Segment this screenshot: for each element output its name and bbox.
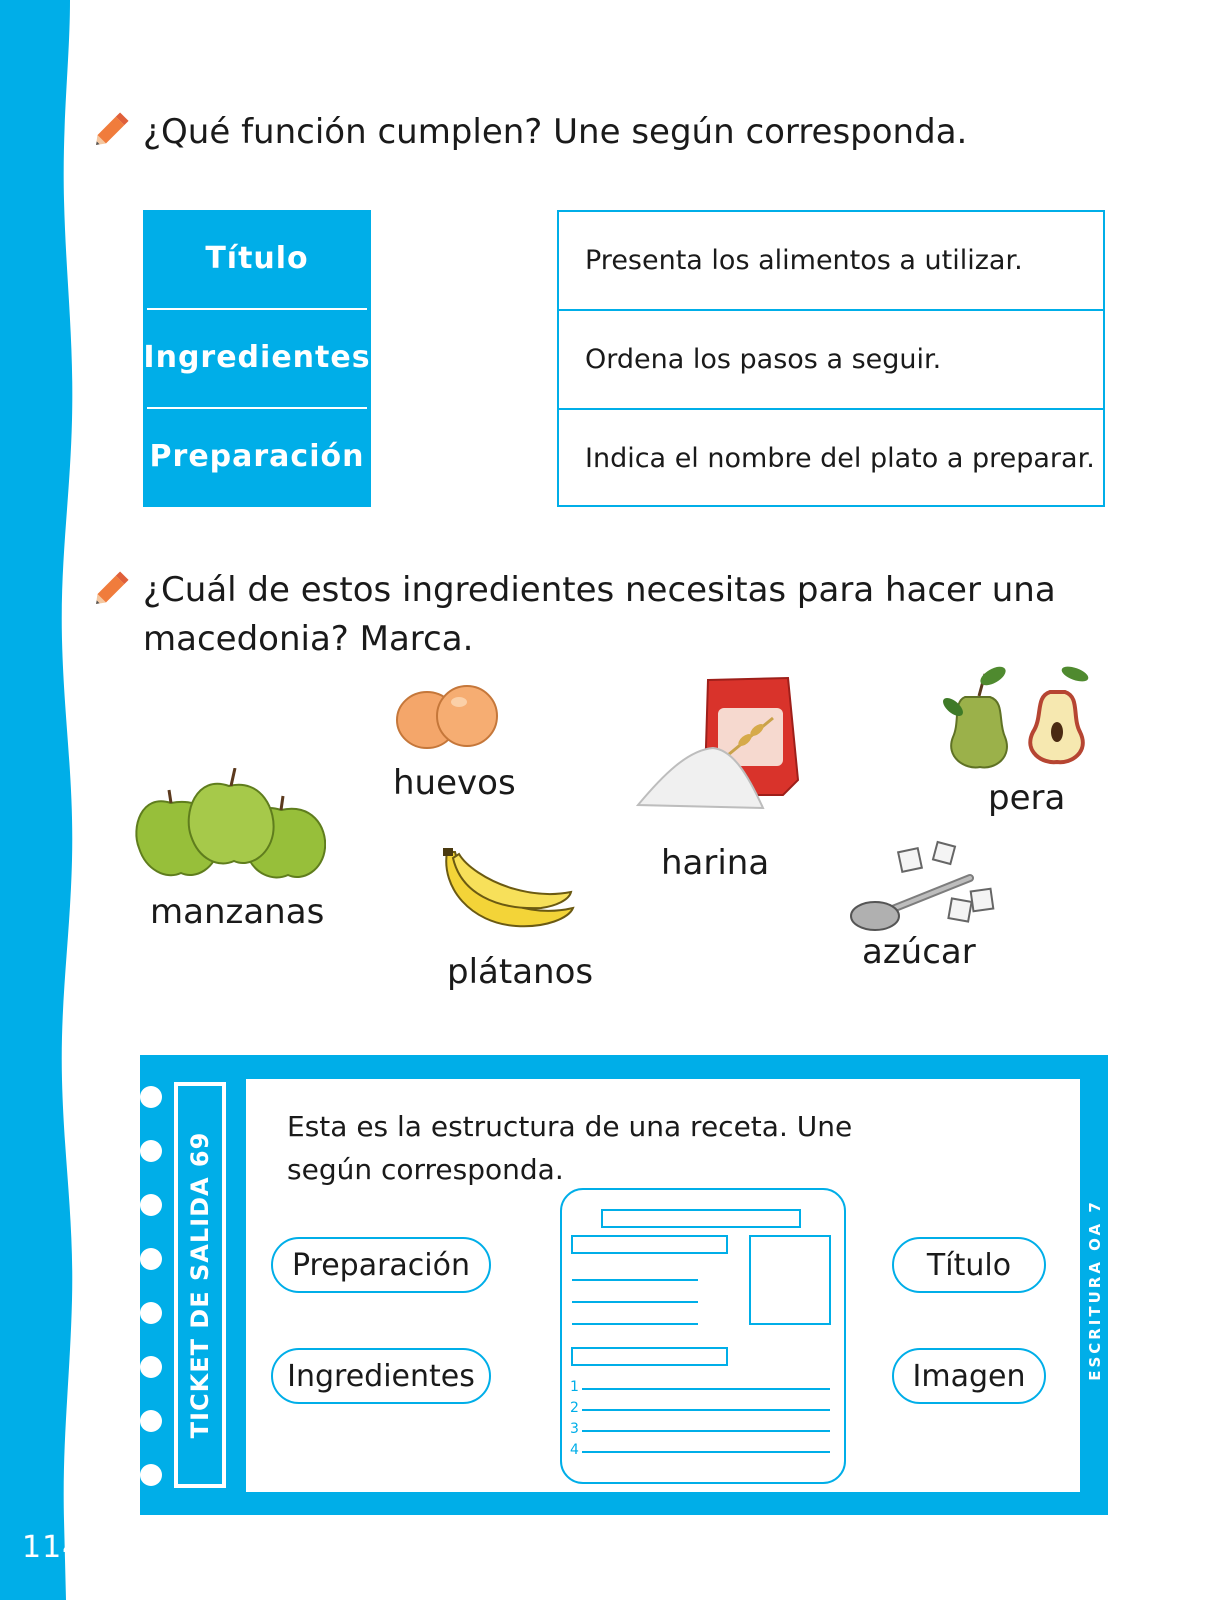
term-preparacion[interactable]: Preparación: [149, 439, 365, 474]
label-manzanas: manzanas: [150, 892, 325, 932]
definition-1[interactable]: Presenta los alimentos a utilizar.: [585, 245, 1023, 276]
banana-icon[interactable]: [441, 848, 576, 933]
step-number: 4: [570, 1442, 579, 1458]
ticket-code: ESCRITURA OA 7: [1086, 1199, 1104, 1381]
flour-icon[interactable]: [633, 670, 803, 815]
option-imagen[interactable]: Imagen: [892, 1348, 1046, 1404]
step-number: 2: [570, 1400, 579, 1416]
sugar-spoon-icon[interactable]: [850, 840, 1000, 932]
pear-icon[interactable]: [935, 662, 1100, 772]
option-ingredientes[interactable]: Ingredientes: [271, 1348, 491, 1404]
question-1: ¿Qué función cumplen? Une según corresponda.: [143, 112, 968, 152]
question-2-line-2: macedonia? Marca.: [143, 619, 474, 659]
term-ingredientes[interactable]: Ingredientes: [143, 340, 371, 375]
pencil-icon: [93, 567, 133, 607]
ticket-hole: [140, 1140, 162, 1162]
ticket-hole: [140, 1464, 162, 1486]
option-preparacion[interactable]: Preparación: [271, 1237, 491, 1293]
term-column: [143, 210, 371, 507]
ticket-hole: [140, 1356, 162, 1378]
ticket-hole: [140, 1086, 162, 1108]
option-titulo[interactable]: Título: [892, 1237, 1046, 1293]
step-number: 3: [570, 1421, 579, 1437]
label-huevos: huevos: [393, 763, 516, 803]
ticket-hole: [140, 1248, 162, 1270]
label-pera: pera: [988, 778, 1066, 818]
eggs-icon[interactable]: [393, 680, 503, 752]
ticket-hole: [140, 1410, 162, 1432]
definition-3[interactable]: Indica el nombre del plato a preparar.: [585, 443, 1095, 474]
label-azucar: azúcar: [862, 932, 976, 972]
term-titulo[interactable]: Título: [205, 241, 309, 276]
definition-2[interactable]: Ordena los pasos a seguir.: [585, 344, 942, 375]
step-number: 1: [570, 1379, 579, 1395]
ticket-hole: [140, 1302, 162, 1324]
ticket-hole: [140, 1194, 162, 1216]
recipe-card-diagram: [560, 1188, 846, 1484]
page-number: 114: [22, 1530, 83, 1565]
side-band: [0, 0, 100, 1600]
ticket-instruction: Esta es la estructura de una receta. Une según corresponda.: [287, 1110, 853, 1186]
question-2-line-1: ¿Cuál de estos ingredientes necesitas para hacer una: [143, 570, 1056, 610]
pencil-icon: [93, 108, 133, 148]
label-platanos: plátanos: [447, 952, 594, 992]
apples-icon[interactable]: [131, 768, 326, 888]
ticket-label-strip: [174, 1082, 226, 1488]
label-harina: harina: [661, 843, 770, 883]
ticket-label: TICKET DE SALIDA 69: [186, 1131, 214, 1439]
definition-column: [557, 210, 1105, 507]
